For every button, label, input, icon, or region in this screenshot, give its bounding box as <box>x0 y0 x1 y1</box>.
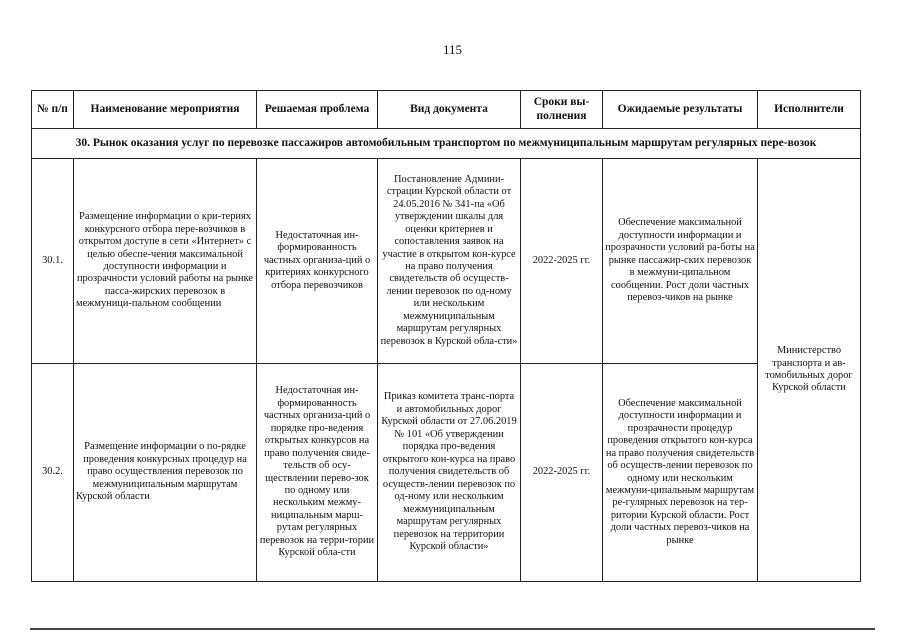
row-num: 30.2. <box>32 364 74 582</box>
section-row <box>32 129 861 159</box>
header-problem: Решаемая проблема <box>257 91 378 129</box>
table-header-row <box>32 91 861 129</box>
row-document: Приказ комитета транс-порта и автомобильных дорог Курской области от 27.06.2019 № 101 «Об утверждении порядка про-ведения открытого кон-курса на право получения свидетельств об осуществ-лении перевозок по од-ному или нескольким межмуниципальным маршрутам регулярных перевозок на территории Курской области» <box>378 364 521 582</box>
row-executors: Министерство транспорта и ав-томобильных дорог Курской области <box>758 159 861 582</box>
row-deadline: 2022-2025 гг. <box>521 364 603 582</box>
table-row <box>32 159 861 364</box>
header-measure: Наименование мероприятия <box>74 91 257 129</box>
header-results: Ожидаемые результаты <box>603 91 758 129</box>
measures-table <box>31 90 861 582</box>
row-measure: Размещение информации о кри-териях конкурсного отбора пере-возчиков в открытом доступе в сети «Интернет» с целью обеспе-чения максимальной доступности информации и прозрачности условий работы на рынке пасса-жирских перевозок в межмуници-пальном сообщении <box>74 159 257 364</box>
row-num: 30.1. <box>32 159 74 364</box>
row-results: Обеспечение максимальной доступности информации и прозрачности условий ра-боты на рынке пассажир-ских перевозок в межмуни-ципальном сообщении. Рост доли частных перевоз-чиков на рынке <box>603 159 758 364</box>
row-problem: Недостаточная ин-формированность частных организа-ций о критериях конкурсного отбора перевозчиков <box>257 159 378 364</box>
row-deadline: 2022-2025 гг. <box>521 159 603 364</box>
header-executors: Исполнители <box>758 91 861 129</box>
page-number: 115 <box>442 42 463 57</box>
table-row <box>32 364 861 582</box>
header-document: Вид документа <box>378 91 521 129</box>
section-title: 30. Рынок оказания услуг по перевозке пассажиров автомобильным транспортом по межмуниципальным маршрутам регулярных пере-возок <box>32 129 861 159</box>
row-document: Постановление Админи-страции Курской области от 24.05.2016 № 341-па «Об утверждении шкалы для оценки критериев и сопоставления заявок на участие в открытом кон-курсе на право получения свидетельств об осуществ-лении перевозок по од-ному или нескольким межмуниципальным маршрутам регулярных перевозок в Курской обла-сти» <box>378 159 521 364</box>
row-measure: Размещение информации о по-рядке проведения конкурсных процедур на право осуществления перевозок по межмуниципальным маршрутам Курской области <box>74 364 257 582</box>
scan-edge-divider <box>30 628 875 630</box>
row-results: Обеспечение максимальной доступности информации и прозрачности процедур проведения открытого кон-курса на право получения свидетельств об осуществ-лении перевозок по одному или нескольким межмуни-ципальным маршрутам ре-гулярных перевозок на тер-ритории Курской области. Рост доли частных перевоз-чиков на рынке <box>603 364 758 582</box>
header-deadline: Сроки вы-полнения <box>521 91 603 129</box>
header-num: № п/п <box>32 91 74 129</box>
row-problem: Недостаточная ин-формированность частных организа-ций о порядке про-ведения открытых конкурсов на право получения свиде-тельств об осу-ществлении перево-зок по одному или нескольким межму-ниципальным марш-рутам регулярных перевозок на терри-тории Курской обла-сти <box>257 364 378 582</box>
